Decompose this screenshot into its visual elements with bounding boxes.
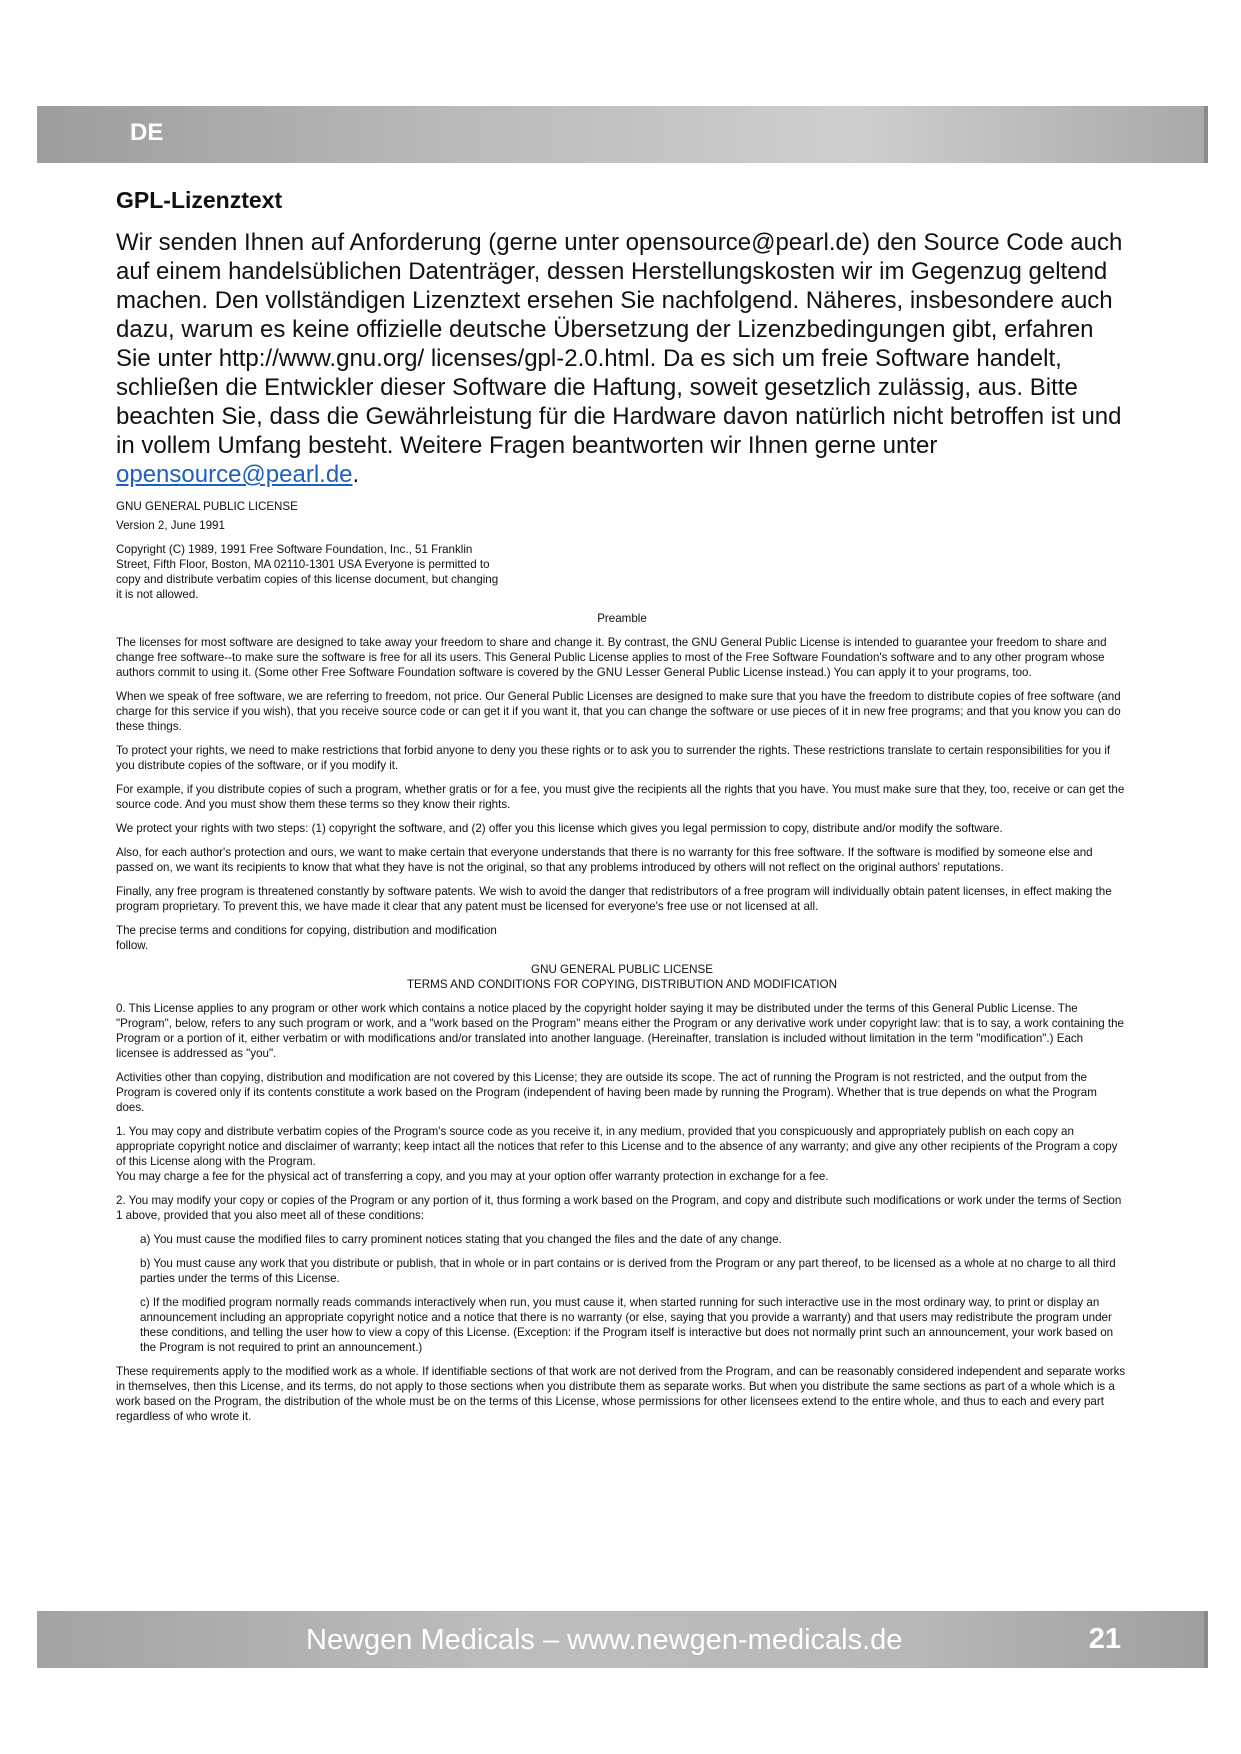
intro-paragraph	[116, 228, 1128, 489]
preamble-heading: Preamble	[597, 612, 647, 625]
license-version: Version 2, June 1991	[116, 519, 225, 532]
terms-heading-line-2: TERMS AND CONDITIONS FOR COPYING, DISTRIBUTION AND MODIFICATION	[406, 978, 838, 991]
page-content	[116, 187, 1128, 1433]
terms-paragraph: Activities other than copying, distribution and modification are not covered by this License; they are outside its scope. The act of running the Program is not restricted, and the output from the Program is covered only if its contents constitute a work based on the Program (independent of having been made by running the Program). Whether that is true depends on what the Program does.	[116, 1071, 1097, 1114]
subterm-paragraph: a) You must cause the modified files to carry prominent notices stating that you changed the files and the date of any change.	[140, 1233, 782, 1246]
email-link[interactable]: opensource@pearl.de	[116, 461, 353, 488]
terms-paragraph: 0. This License applies to any program or other work which contains a notice placed by the copyright holder saying it may be distributed under the terms of this General Public License. The "Program", below, refers to any such program or work, and a "work based on the Program" means either the Program or any derivative work under copyright law: that is to say, a work containing the Program or a portion of it, either verbatim or with modifications and/or translated into another language. (Hereinafter, translation is included without limitation in the term "modification".) Each licensee is addressed as "you".	[116, 1002, 1124, 1060]
terms-paragraph: 1. You may copy and distribute verbatim copies of the Program's source code as you receive it, in any medium, provided that you conspicuously and appropriately publish on each copy an appropriate copyright notice and disclaimer of warranty; keep intact all the notices that refer to this License and to the absence of any warranty; and give any other recipients of the Program a copy of this License along with the Program.	[116, 1125, 1118, 1168]
intro-text: Wir senden Ihnen auf Anforderung (gerne unter opensource@pearl.de) den Source Code auch auf einem handelsüblichen Datenträger, dessen Herstellungskosten wir im Gegenzug geltend machen. Den vollständigen Lizenztext ersehen Sie nachfolgend. Näheres, insbesondere auch dazu, warum es keine offizielle deutsche Übersetzung der Lizenzbedingungen gibt, erfahren Sie unter http://www.gnu.org/ licenses/gpl-2.0.html. Da es sich um freie Software handelt, schließen die Entwickler dieser Software die Haftung, soweit gesetzlich zulässig, aus. Bitte beachten Sie, dass die Gewährleistung für die Hardware davon natürlich nicht betroffen ist und in vollem Umfang besteht. Weitere Fragen beantworten wir Ihnen gerne unter	[116, 229, 1123, 459]
license-title: GNU GENERAL PUBLIC LICENSE	[116, 500, 298, 513]
terms-heading	[116, 962, 1128, 977]
subterm-paragraph: c) If the modified program normally reads commands interactively when run, you must cause it, when started running for such interactive use in the most ordinary way, to print or display an announcement including an appropriate copyright notice and a notice that there is no warranty (or else, saying that you provide a warranty) and that users may redistribute the program under these conditions, and telling the user how to view a copy of this License. (Exception: if the Program itself is interactive but does not normally print such an announcement, your work based on the Program is not required to print an announcement.)	[140, 1296, 1114, 1354]
preamble-paragraph: The precise terms and conditions for copying, distribution and modification follow.	[116, 924, 497, 952]
header-band	[37, 106, 1208, 163]
closing-paragraph: These requirements apply to the modified work as a whole. If identifiable sections of that work are not derived from the Program, and can be reasonably considered independent and separate works in themselves, then this License, and its terms, do not apply to those sections when you distribute them as separate works. But when you distribute the same sections as part of a whole which is a work based on the Program, the distribution of the whole must be on the terms of this License, whose permissions for other licensees extend to the entire whole, and thus to each and every part regardless of who wrote it.	[116, 1365, 1126, 1423]
footer-band	[37, 1611, 1208, 1668]
section-title: GPL-Lizenztext	[116, 187, 283, 213]
preamble-paragraph: Finally, any free program is threatened constantly by software patents. We wish to avoid the danger that redistributors of a free program will individually obtain patent licenses, in effect making the program proprietary. To prevent this, we have made it clear that any patent must be licensed for everyone's free use or not licensed at all.	[116, 885, 1112, 913]
preamble-paragraph: When we speak of free software, we are referring to freedom, not price. Our General Public Licenses are designed to make sure that you have the freedom to distribute copies of free software (and charge for this service if you wish), that you receive source code or can get it if you want it, that you can change the software or use pieces of it in new free programs; and that you know you can do these things.	[116, 690, 1121, 733]
footer-text: Newgen Medicals – www.newgen-medicals.de	[306, 1624, 903, 1656]
preamble-paragraph: We protect your rights with two steps: (1) copyright the software, and (2) offer you this license which gives you legal permission to copy, distribute and/or modify the software.	[116, 822, 1003, 835]
page-number: 21	[1088, 1623, 1121, 1655]
subterm-paragraph: b) You must cause any work that you distribute or publish, that in whole or in part contains or is derived from the Program or any part thereof, to be licensed as a whole at no charge to all third parties under the terms of this License.	[140, 1257, 1116, 1285]
preamble-paragraph: To protect your rights, we need to make restrictions that forbid anyone to deny you these rights or to ask you to surrender the rights. These restrictions translate to certain responsibilities for you if you distribute copies of the software, or if you modify it.	[116, 744, 1111, 772]
terms-heading	[116, 977, 1128, 992]
language-label: DE	[130, 119, 164, 146]
license-copyright: Copyright (C) 1989, 1991 Free Software Foundation, Inc., 51 Franklin Street, Fifth Floor, Boston, MA 02110-1301 USA Everyone is permitted to copy and distribute verbatim copies of this license document, but changing it is not allowed.	[116, 543, 499, 601]
preamble-paragraph: The licenses for most software are designed to take away your freedom to share and change it. By contrast, the GNU General Public License is intended to guarantee your freedom to share and change free software--to make sure the software is free for all its users. This General Public License applies to most of the Free Software Foundation's software and to any other program whose authors commit to using it. (Some other Free Software Foundation software is covered by the GNU Lesser General Public License instead.) You can apply it to your programs, too.	[116, 636, 1107, 679]
intro-end: .	[352, 461, 360, 488]
terms-heading-line-1: GNU GENERAL PUBLIC LICENSE	[531, 963, 713, 976]
terms-paragraph: You may charge a fee for the physical act of transferring a copy, and you may at your option offer warranty protection in exchange for a fee.	[116, 1170, 829, 1183]
preamble-paragraph: Also, for each author's protection and ours, we want to make certain that everyone understands that there is no warranty for this free software. If the software is modified by someone else and passed on, we want its recipients to know that what they have is not the original, so that any problems introduced by others will not reflect on the original authors' reputations.	[116, 846, 1093, 874]
terms-paragraph: 2. You may modify your copy or copies of the Program or any portion of it, thus forming a work based on the Program, and copy and distribute such modifications or work under the terms of Section 1 above, provided that you also meet all of these conditions:	[116, 1194, 1122, 1222]
preamble-paragraph: For example, if you distribute copies of such a program, whether gratis or for a fee, you must give the recipients all the rights that you have. You must make sure that they, too, receive or can get the source code. And you must show them these terms so they know their rights.	[116, 783, 1125, 811]
